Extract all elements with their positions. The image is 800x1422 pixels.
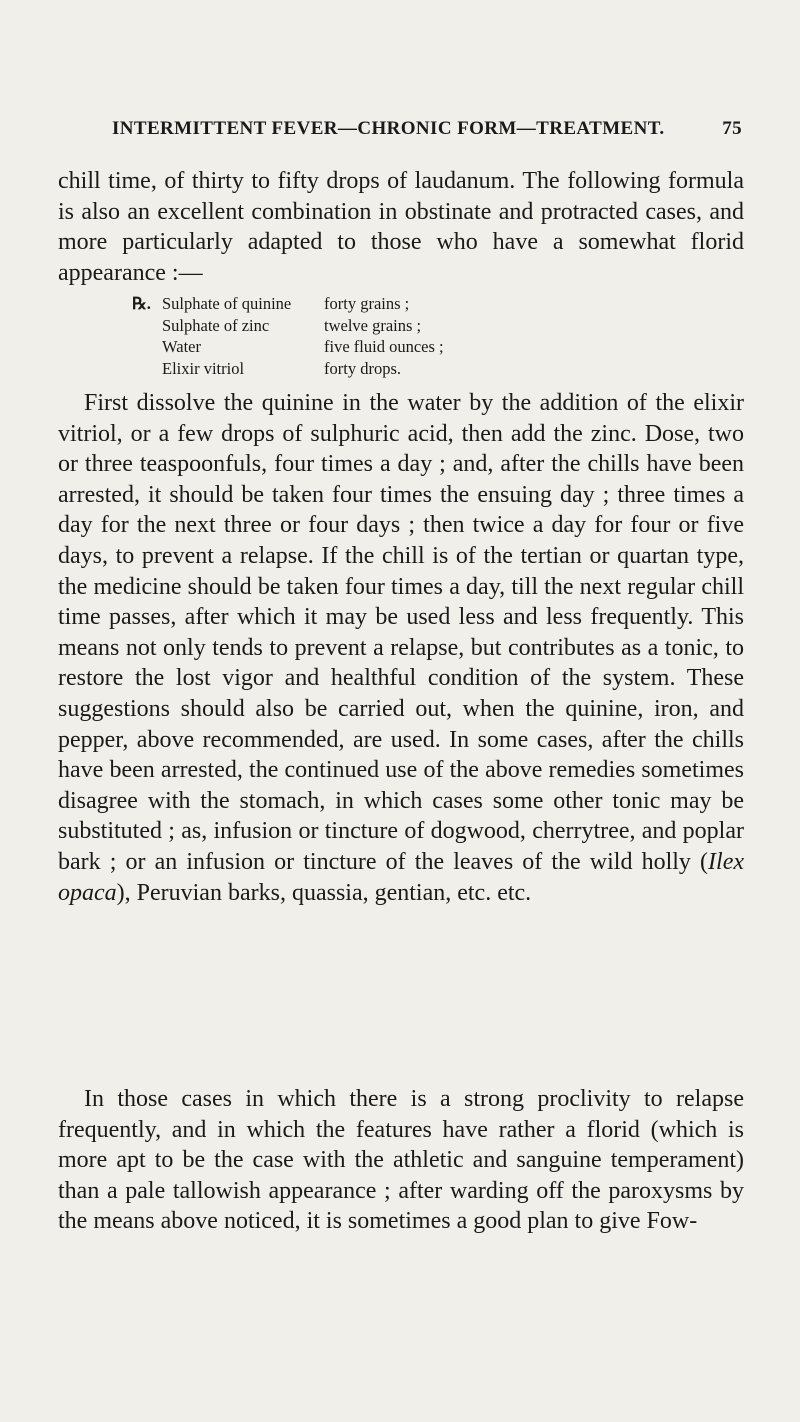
paragraph-intro: chill time, of thirty to fifty drops of laudanum. The following formula is also an excellent combination in obstinate and protracted cases, and more particularly adapted to those who have a somewhat florid appearance :— [58, 168, 744, 286]
recipe-ingredient: Water [162, 337, 201, 356]
recipe-row [132, 315, 444, 337]
running-title: INTERMITTENT FEVER—CHRONIC FORM—TREATMENT. [112, 118, 665, 139]
recipe-symbol: ℞. [132, 294, 151, 313]
paragraph-closing: In those cases in which there is a strong proclivity to relapse frequently, and in which the features have rather a florid (which is more apt to be the case with the athletic and sanguine temperament) than a pale tallowish appearance ; after warding off the paroxysms by the means above noticed, it is sometimes a good plan to give Fow- [58, 1086, 744, 1235]
recipe-row [132, 293, 444, 315]
recipe-quantity: forty drops. [324, 358, 401, 378]
recipe-quantity: forty grains ; [324, 294, 410, 313]
instructions-text-a: First dissolve the quinine in the water by the addition of the elixir vitriol, or a few drops of sulphuric acid, then add the zinc. Dose, two or three teaspoonfuls, four times a day ; and, after the chills have been arrested, it should be taken four times the ensuing day ; three times a day for the next three or four days ; then twice a day for four or five days, to prevent a relapse. If the chill is of the tertian or quartan type, the medicine should be taken four times a day, till the next regular chill time passes, after which it may be used less and less frequently. This means not only tends to prevent a relapse, but contributes as a tonic, to restore the lost vigor and healthful condition of the system. These suggestions should also be carried out, when the quinine, iron, and pepper, above recommended, are used. In some cases, after the chills have been arrested, the continued use of the above remedies sometimes disagree with the stomach, in which cases some other tonic may be substituted ; as, infusion or tincture of dogwood, cherrytree, and poplar bark ; or an infusion or tincture of the leaves of the wild holly ( [58, 390, 744, 875]
paragraph-instructions [58, 388, 744, 908]
recipe-block [132, 293, 444, 379]
recipe-quantity: five fluid ounces ; [324, 337, 444, 356]
recipe-row [132, 336, 444, 358]
recipe-ingredient: Sulphate of zinc [162, 315, 270, 335]
recipe-quantity: twelve grains ; [324, 315, 422, 335]
latin-name: Ilex opaca [58, 848, 744, 906]
recipe-row [132, 358, 444, 380]
recipe-ingredient: Sulphate of quinine [162, 294, 292, 313]
running-header [112, 118, 742, 140]
instructions-text-b: ), Peruvian barks, quassia, gentian, etc. etc. [116, 879, 532, 906]
page-number: 75 [722, 118, 742, 139]
recipe-ingredient: Elixir vitriol [162, 358, 245, 378]
